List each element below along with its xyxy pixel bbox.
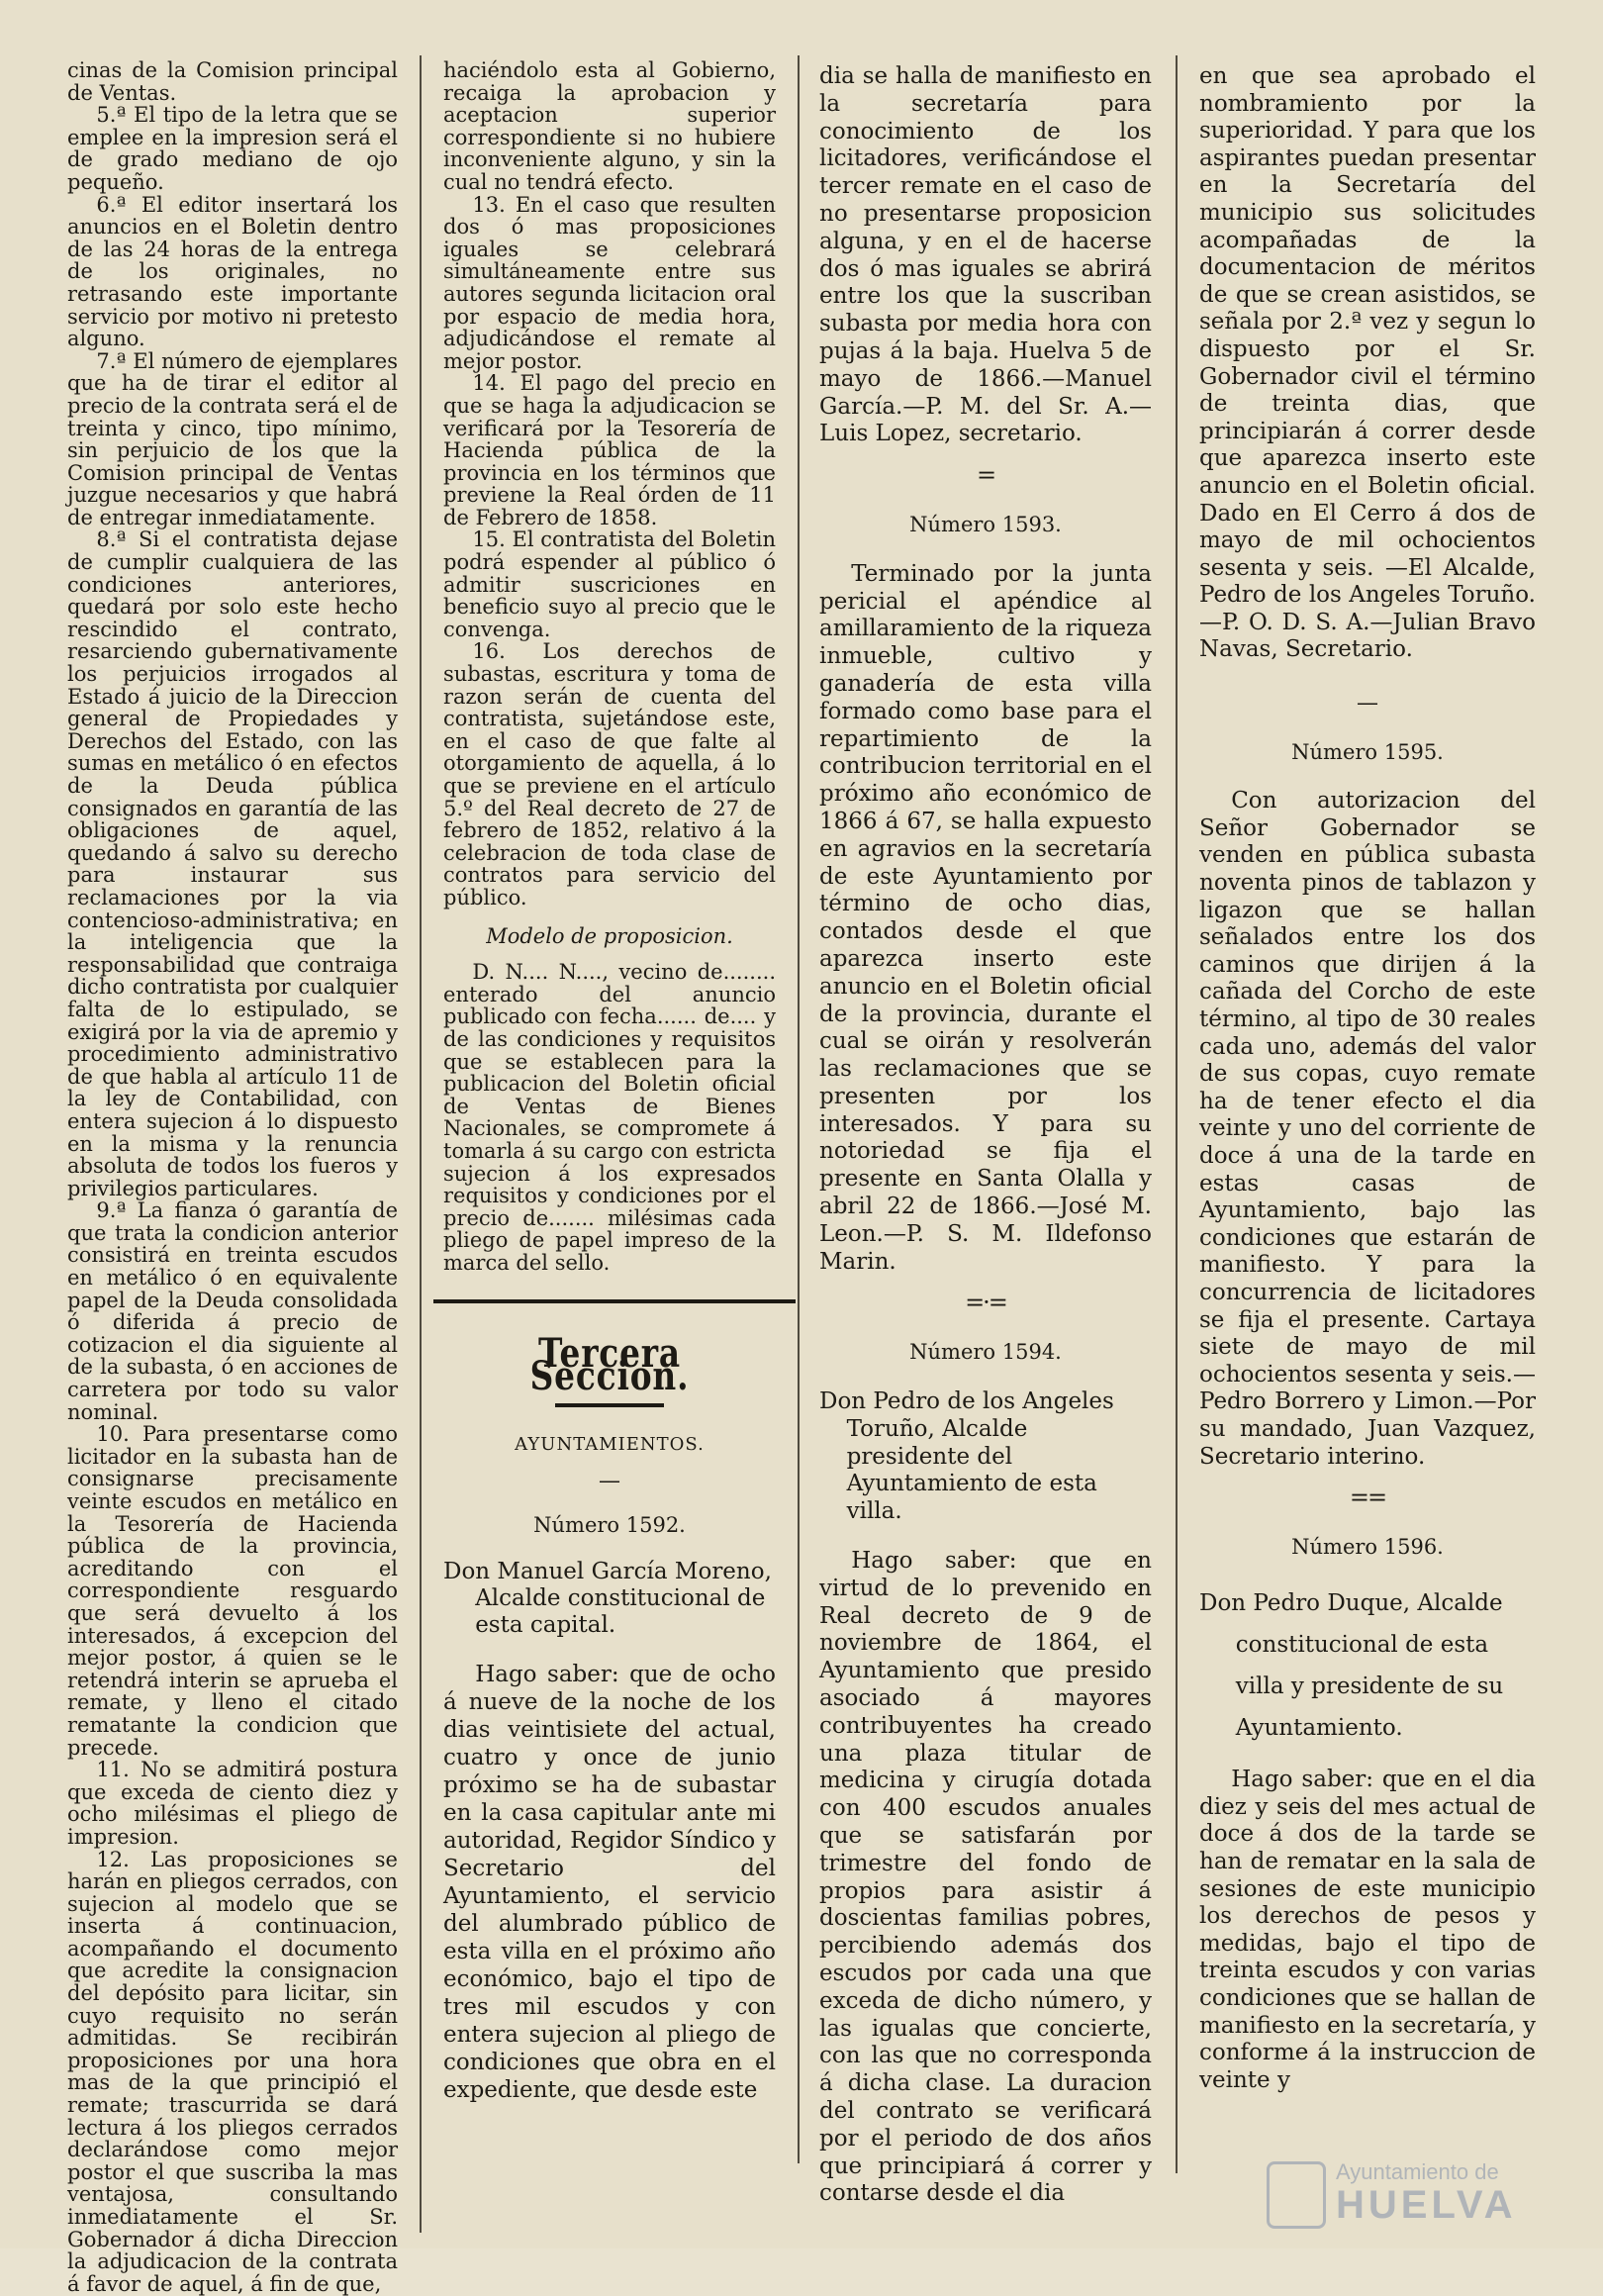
- notice-heading: Don Manuel García Moreno, Alcalde constitucional de esta capital.: [443, 1559, 772, 1639]
- notice-number: Número 1595.: [1291, 739, 1444, 764]
- column-rule: [420, 55, 422, 2233]
- notice-body: Hago saber: que de ocho á nueve de la noche de los dias veintisiete del actual, cuatro y once de junio próximo se ha de subastar en la casa capitular ante mi autoridad, Regidor Síndico y Secretario del Ayuntamiento, el servicio del alumbrado público de esta villa en el próximo año económico, bajo el tipo de tres mil escudos y con entera sujecion al pliego de condiciones que obra en el expediente, que desde este: [443, 1662, 776, 2104]
- notice-body: Hago saber: que en el dia diez y seis del mes actual de doce á dos de la tarde se han de rematar en la sala de sesiones de este municipio los derechos de pesos y medidas, bajo el tipo de treinta escudos y con varias condiciones que se hallan de manifiesto en la secretaría, y conforme á la instruccion de veinte y: [1199, 1767, 1536, 2093]
- separator: =·=: [965, 1289, 1006, 1317]
- notice-heading: Don Pedro Duque, Alcalde constitucional de esta villa y presidente de su Ayuntamiento.: [1199, 1590, 1504, 1742]
- notice-number: Número 1594.: [909, 1340, 1062, 1365]
- watermark-top-text: Ayuntamiento de: [1336, 2159, 1499, 2184]
- notice-heading: Don Pedro de los Angeles Toruño, Alcalde presidente del Ayuntamiento de esta villa.: [819, 1388, 1114, 1525]
- paragraph: dia se halla de manifiesto en la secretaría para conocimiento de los licitadores, verificándose el tercer remate en el caso de no presentarse proposicion alguna, y en el de hacerse dos ó mas iguales se abrirá entre los que la suscriban subasta por media hora con pujas á la baja. Huelva 5 de mayo de 1866.—Manuel García.—P. M. del Sr. A.—Luis Lopez, secretario.: [819, 63, 1152, 447]
- column-rule: [1176, 55, 1178, 2173]
- column-rule: [798, 55, 800, 2163]
- condition-6: 6.ª El editor insertará los anuncios en el Boletin dentro de las 24 horas de la entrega de los originales, no retrasando este importante servicio por motivo ni pretesto alguno.: [67, 192, 398, 351]
- column-1: [67, 58, 398, 2296]
- condition-11: 11. No se admitirá postura que exceda de ciento diez y ocho milésimas el pliego de impresion.: [67, 1758, 398, 1849]
- condition-5: 5.ª El tipo de la letra que se emplee en la impresion será el de grado mediano de ojo pequeño.: [67, 103, 398, 194]
- modelo-text: D. N.... N...., vecino de........ enterado del anuncio publicado con fecha...... de.... y de las condiciones y requisitos que se establecen para la publicacion del Boletin oficial de Ventas de Bienes Nacionales, se compromete á tomarla á su cargo con estricta sujecion á los expresados requisitos y condiciones por el precio de....... milésimas cada pliego de papel impreso de la marca del sello.: [443, 960, 776, 1275]
- condition-7: 7.ª El número de ejemplares que ha de tirar el editor al precio de la contrata será el de treinta y cinco, tipo mínimo, sin perjuicio de los que la Comision principal de Ventas juzgue necesarios y que habrá de entregar inmediatamente.: [67, 348, 398, 529]
- archive-watermark: [1267, 2157, 1563, 2227]
- column-3: [819, 63, 1152, 2229]
- shield-icon: [1267, 2161, 1326, 2229]
- notice-body: Hago saber: que en virtud de lo prevenido en Real decreto de 9 de noviembre de 1864, el Ayuntamiento que presido asociado á mayores contribuyentes ha creado una plaza titular de medicina y cirugía dotada con 400 escudos anuales que se satisfarán por trimestre del fondo de propios para asistir á doscientas familias pobres, percibiendo además dos escudos por cada una que exceda de dicho número, y las igualas que concierte, con las que no corresponda á dicha clase. La duracion del contrato se verificará por el periodo de dos años que principiará á correr y contarse desde el dia: [819, 1548, 1152, 2207]
- condition-12: 12. Las proposiciones se harán en pliegos cerrados, con sujecion al modelo que se inserta á continuacion, acompañando el documento que acredite la consignacion del depósito para licitar, sin cuyo requisito no serán admitidas. Se recibirán proposiciones por una hora mas de la que principió el remate; trascurrida se dará lectura á los pliegos cerrados declarándose como mejor postor el que suscriba la mas ventajosa, consultando inmediatamente el Sr. Gobernador á dicha Direccion la adjudicacion de la contrata á favor de aquel, á fin de que,: [67, 1847, 398, 2296]
- separator: ==: [1349, 1483, 1386, 1512]
- notice-body: Con autorizacion del Señor Gobernador se venden en pública subasta noventa pinos de tablazon y ligazon que se hallan señalados entre los dos caminos que dirijen á la cañada del Corcho de este término, al tipo de 30 reales cada uno, además del valor de sus copas, cuyo remate ha de tener efecto el dia veinte y uno del corriente de doce á una de la tarde en estas casas de Ayuntamiento, bajo las condiciones que estarán de manifiesto. Y para la concurrencia de licitadores se fija el presente. Cartaya siete de mayo de mil ochocientos sesenta y seis.—Pedro Borrero y Limon.—Por su mandado, Juan Vazquez, Secretario interino.: [1199, 788, 1536, 1470]
- column-4: [1199, 63, 1536, 2229]
- condition-8: 8.ª Si el contratista dejase de cumplir cualquiera de las condiciones anteriores, quedará por solo este hecho rescindido el contrato, resarciendo gubernativamente los perjuicios irrogados al Estado á juicio de la Direccion general de Propiedades y Derechos del Estado, con las sumas en metálico ó en efectos de la Deuda pública consignados en garantía de las obligaciones de aquel, quedando á salvo su derecho para instaurar sus reclamaciones por la via contencioso-administrativa; en la inteligencia que la responsabilidad que contraiga dicho contratista por cualquier falta de lo estipulado, se exigirá por la via de apremio y procedimiento administrativo de que habla al artículo 11 de la ley de Contabilidad, con entera sujecion á lo dispuesto en la misma y la renuncia absoluta de todos los fueros y privilegios particulares.: [67, 527, 398, 1200]
- section-title: Tercera Seccion.: [529, 1330, 690, 1400]
- separator: —: [1357, 691, 1378, 717]
- notice-number: Número 1592.: [533, 1513, 686, 1538]
- paragraph: haciéndolo esta al Gobierno, recaiga la aprobacion y aceptacion superior correspondiente si no hubiere inconveniente alguno, y sin la cual no tendrá efecto.: [443, 58, 776, 194]
- section-subtitle: AYUNTAMIENTOS.: [515, 1434, 705, 1456]
- condition-13: 13. En el caso que resulten dos ó mas proposiciones iguales se celebrará simultáneamente entre sus autores segunda licitacion oral por espacio de media hora, adjudicándose el remate al mejor postor.: [443, 192, 776, 373]
- section-divider: [433, 1299, 796, 1303]
- separator: =: [976, 461, 995, 490]
- paragraph: en que sea aprobado el nombramiento por la superioridad. Y para que los aspirantes puedan presentar en la Secretaría del municipio sus solicitudes acompañadas de la documentacion de méritos de que se crean asistidos, se señala por 2.ª vez y segun lo dispuesto por el Sr. Gobernador civil el término de treinta dias, que principiarán á correr desde que aparezca inserto este anuncio en el Boletin oficial. Dado en El Cerro á dos de mayo de mil ochocientos sesenta y seis. —El Alcalde, Pedro de los Angeles Toruño.—P. O. D. S. A.—Julian Bravo Navas, Secretario.: [1199, 63, 1536, 663]
- condition-15: 15. El contratista del Boletin podrá espender al público ó admitir suscriciones en beneficio suyo al precio que le convenga.: [443, 527, 776, 641]
- notice-body: Terminado por la junta pericial el apéndice al amillaramiento de la riqueza inmueble, cultivo y ganadería de esta villa formado como base para el repartimiento de la contribucion territorial en el próximo año económico de 1866 á 67, se halla expuesto en agravios en la secretaría de este Ayuntamiento por término de ocho dias, contados desde el que aparezca inserto este anuncio en el Boletin oficial de la provincia, durante el cual se oirán y resolverán las reclamaciones que se presenten por los interesados. Y para su notoriedad se fija el presente en Santa Olalla y abril 22 de 1866.—José M. Leon.—P. S. M. Ildefonso Marin.: [819, 560, 1152, 1275]
- notice-number: Número 1596.: [1291, 1534, 1444, 1559]
- condition-16: 16. Los derechos de subastas, escritura y toma de razon serán de cuenta del contratista, sujetándose este, en el caso de que falte al otorgamiento de aquella, á lo que se previene en el artículo 5.º del Real decreto de 27 de febrero de 1852, relativo á la celebracion de toda clase de contratos para servicio del público.: [443, 639, 776, 909]
- separator: —: [599, 1468, 620, 1493]
- condition-10: 10. Para presentarse como licitador en la subasta han de consignarse precisamente veinte escudos en metálico en la Tesorería de Hacienda pública de la provincia, acreditando con el correspondiente resguardo que será devuelto á los interesados, á excepcion del mejor postor, á quien se le retendrá interin se aprueba el remate, y lleno el citado rematante la condicion que precede.: [67, 1422, 398, 1760]
- paragraph: cinas de la Comision principal de Ventas.: [67, 58, 398, 105]
- notice-number: Número 1593.: [909, 512, 1062, 536]
- column-2: [443, 59, 776, 2229]
- watermark-bottom-text: HUELVA: [1336, 2183, 1517, 2227]
- modelo-title: Modelo de proposicion.: [486, 923, 733, 948]
- condition-9: 9.ª La fianza ó garantía de que trata la condicion anterior consistirá en treinta escudos en metálico ó en equivalente papel de la Deuda consolidada ó diferida á precio de cotizacion el dia siguiente al de la subasta, ó en acciones de carretera por todo su valor nominal.: [67, 1198, 398, 1424]
- condition-14: 14. El pago del precio en que se haga la adjudicacion se verificará por la Tesorería de Hacienda pública de la provincia en los términos que previene la Real órden de 11 de Febrero de 1858.: [443, 371, 776, 529]
